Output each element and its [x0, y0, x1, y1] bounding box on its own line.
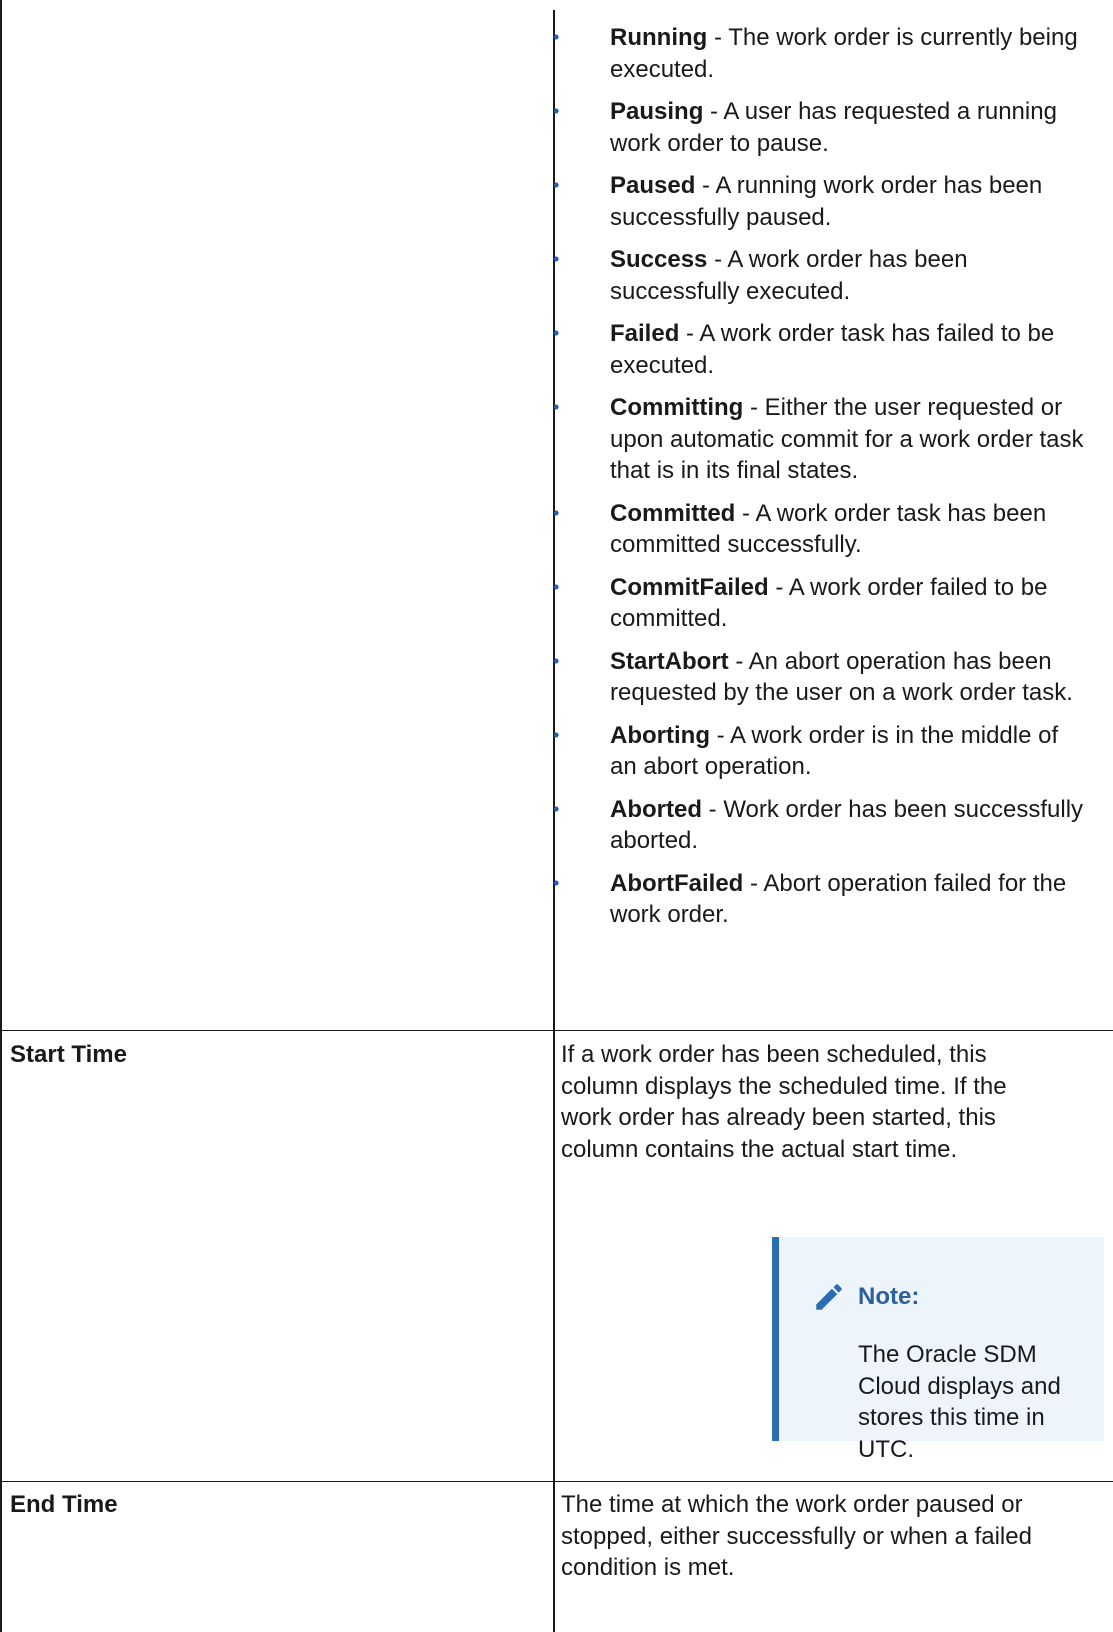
- status-name: Success: [610, 246, 708, 273]
- status-name: Failed: [610, 320, 680, 347]
- status-description: - Work order has been successfully aborted.: [610, 795, 1084, 854]
- list-item-committing: [553, 392, 1113, 487]
- list-item-paused: [553, 170, 1113, 233]
- status-name: Running: [610, 24, 708, 51]
- status-name: Paused: [610, 172, 696, 199]
- list-item-commitfailed: [553, 572, 1113, 635]
- status-name: StartAbort: [610, 647, 729, 675]
- bullet-icon: •: [553, 249, 560, 269]
- status-description: - A work order has been successfully executed.: [610, 246, 968, 305]
- status-description: - Either the user requested or upon automatic commit for a work order task that is in its final states.: [610, 394, 1084, 484]
- status-list: [553, 22, 1113, 942]
- bullet-icon: •: [553, 502, 560, 523]
- status-name: CommitFailed: [610, 573, 769, 601]
- bullet-icon: •: [553, 323, 560, 343]
- note-body: The Oracle SDM Cloud displays and stores this time in UTC.: [858, 1341, 1061, 1463]
- list-item-startabort: [553, 646, 1113, 709]
- bullet-icon: •: [553, 798, 560, 819]
- start-time-label: Start Time: [10, 1041, 127, 1068]
- bullet-icon: •: [553, 576, 560, 597]
- status-name: Aborted: [610, 795, 702, 823]
- start-time-description: If a work order has been scheduled, this column displays the scheduled time. If the work order has already been started, this column contains the actual start time.: [561, 1041, 1007, 1163]
- bullet-icon: •: [553, 27, 560, 47]
- list-item-abortfailed: [553, 868, 1113, 931]
- note-title: Note:: [858, 1283, 920, 1310]
- status-description: - An abort operation has been requested by the user on a work order task.: [610, 647, 1073, 706]
- table-left-border: [0, 0, 2, 1632]
- status-description: - A user has requested a running work order to pause.: [610, 98, 1057, 157]
- status-description: - A work order task has been committed successfully.: [610, 499, 1047, 558]
- status-description: - Abort operation failed for the work order.: [610, 869, 1067, 928]
- status-description: - A running work order has been successfully paused.: [610, 172, 1043, 231]
- status-description: - The work order is currently being executed.: [610, 24, 1078, 83]
- bullet-icon: •: [553, 724, 560, 745]
- status-description: - A work order failed to be committed.: [610, 573, 1048, 632]
- status-name: AbortFailed: [610, 869, 744, 897]
- bullet-icon: •: [553, 101, 560, 121]
- status-name: Aborting: [610, 721, 710, 749]
- end-time-label: End Time: [10, 1491, 118, 1518]
- bullet-icon: •: [553, 175, 560, 195]
- bullet-icon: •: [553, 650, 560, 671]
- list-item-success: [553, 244, 1113, 307]
- status-name: Pausing: [610, 98, 704, 125]
- end-time-description: The time at which the work order paused or stopped, either successfully or when a failed condition is met.: [561, 1491, 1032, 1581]
- note-box: [772, 1237, 1104, 1463]
- list-item-aborted: [553, 794, 1113, 857]
- status-description: - A work order is in the middle of an abort operation.: [610, 721, 1059, 780]
- list-item-aborting: [553, 720, 1113, 783]
- row-divider-end-time: [0, 1481, 1113, 1482]
- bullet-icon: •: [553, 872, 560, 893]
- row-divider-start-time: [0, 1030, 1113, 1031]
- pencil-icon: [812, 1280, 846, 1314]
- list-item-running: [553, 22, 1113, 85]
- list-item-failed: [553, 318, 1113, 381]
- note-header: [812, 1280, 919, 1314]
- status-description: - A work order task has failed to be executed.: [610, 320, 1055, 379]
- list-item-committed: [553, 498, 1113, 561]
- bullet-icon: •: [553, 397, 560, 417]
- list-item-pausing: [553, 96, 1113, 159]
- status-name: Committing: [610, 394, 744, 421]
- status-name: Committed: [610, 499, 736, 527]
